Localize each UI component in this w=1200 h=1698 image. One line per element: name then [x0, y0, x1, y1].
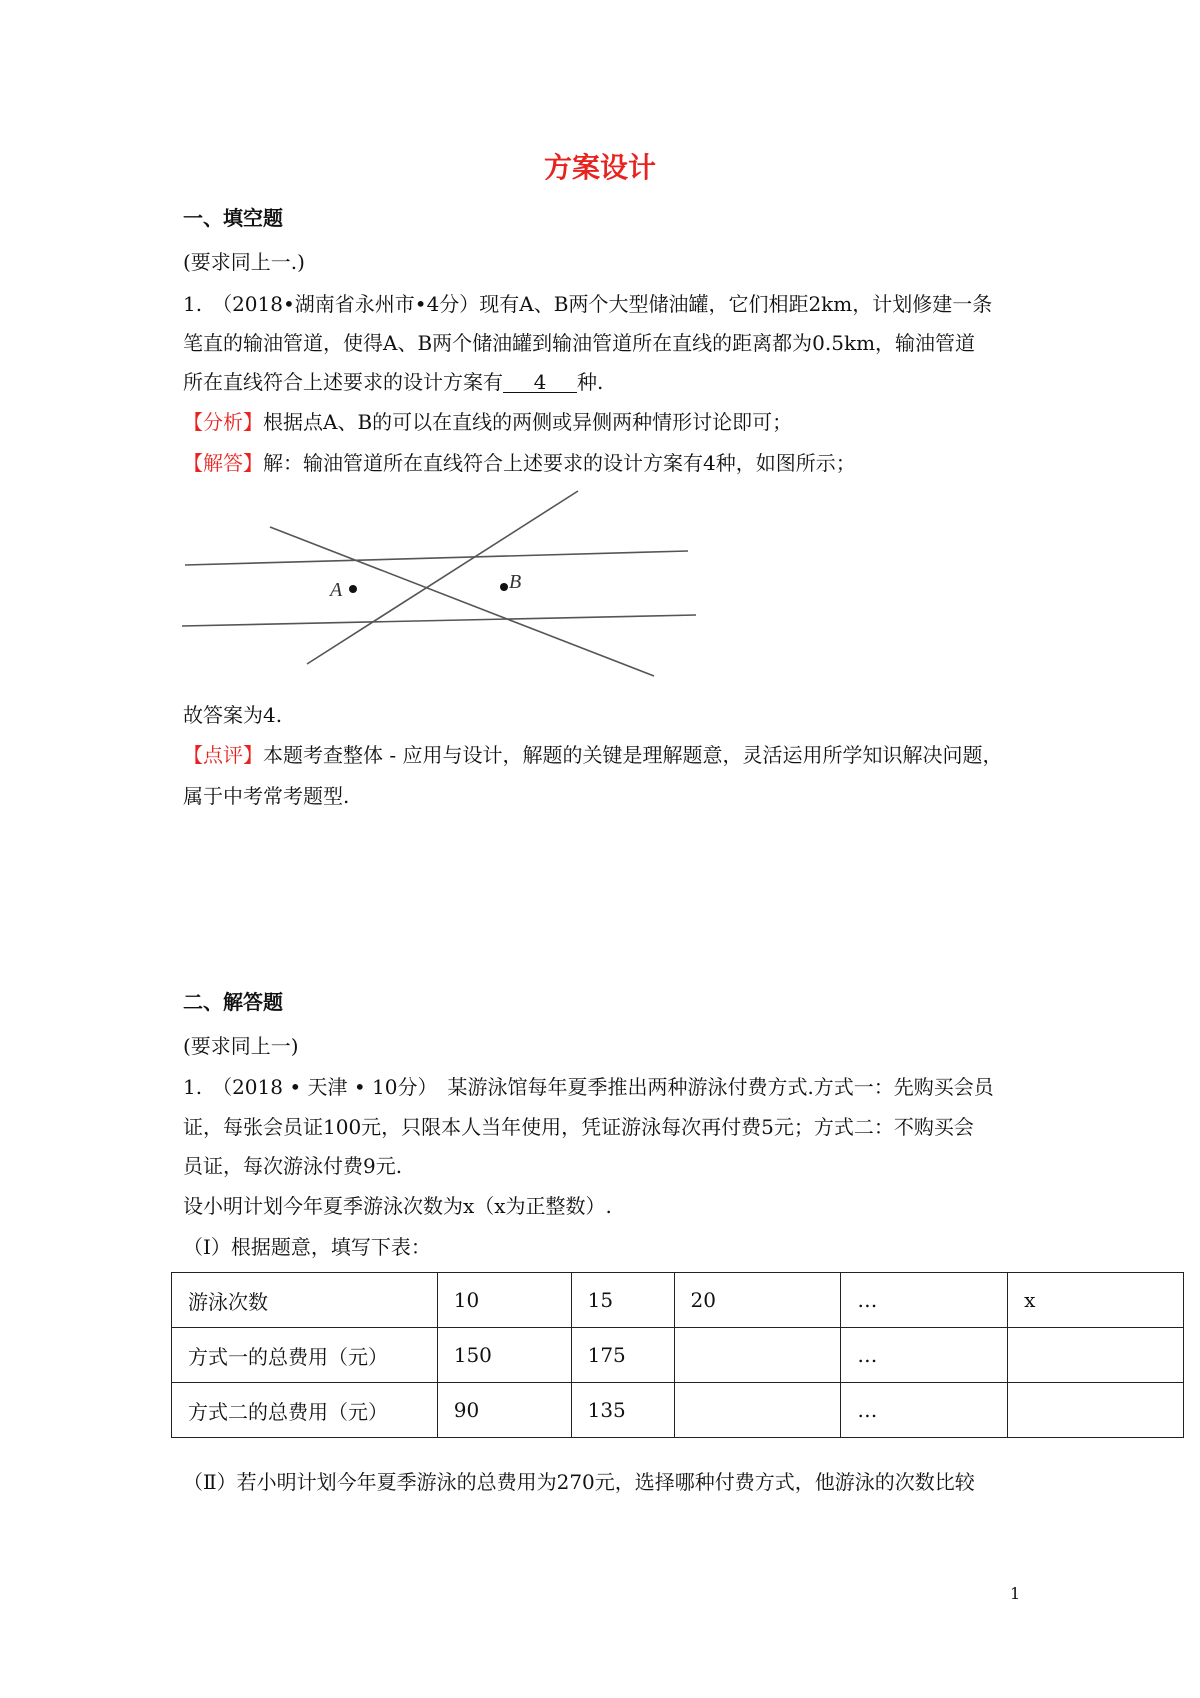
table-cell: … [841, 1383, 1008, 1438]
section1-note: (要求同上一.) [183, 250, 305, 274]
table-cell: 20 [674, 1273, 841, 1328]
problem1-line1: 1. （2018 • 天津 • 10分） 某游泳馆每年夏季推出两种游泳付费方式.方式一：先购买会员 [183, 1075, 994, 1099]
table-cell: 175 [571, 1328, 674, 1383]
comment-text-line2: 属于中考常考题型. [183, 784, 350, 808]
point-a-label: A [330, 579, 343, 601]
table-cell: 方式一的总费用（元） [172, 1328, 438, 1383]
upper-parallel-line [185, 551, 688, 565]
part2-prompt: （Ⅱ）若小明计划今年夏季游泳的总费用为270元，选择哪种付费方式，他游泳的次数比较 [183, 1470, 975, 1494]
page-title: 方案设计 [543, 151, 656, 184]
section1-heading: 一、填空题 [183, 206, 283, 230]
comment-text-line1: 本题考查整体 - 应用与设计，解题的关键是理解题意，灵活运用所学知识解决问题， [263, 743, 1003, 767]
table-cell-blank[interactable] [674, 1328, 841, 1383]
table-row [172, 1328, 1184, 1383]
question1-line2: 笔直的输油管道，使得A、B两个储油罐到输油管道所在直线的距离都为0.5km，输油管道 [183, 331, 976, 355]
table-cell: 10 [437, 1273, 571, 1328]
point-b-label: B [509, 571, 522, 593]
page-number: 1 [1010, 1584, 1021, 1603]
table-row [172, 1273, 1184, 1328]
table-cell-blank[interactable] [1008, 1383, 1184, 1438]
answer-blank: 4 [503, 372, 577, 393]
analysis-tag: 【分析】 [183, 410, 263, 434]
point-a [349, 585, 357, 593]
table-cell-blank[interactable] [1008, 1328, 1184, 1383]
descending-crossing-line [270, 527, 654, 676]
section2-note: (要求同上一) [183, 1034, 299, 1058]
problem1-line2: 证，每张会员证100元，只限本人当年使用，凭证游泳每次再付费5元；方式二：不购买会 [183, 1115, 974, 1139]
table-cell: 150 [437, 1328, 571, 1383]
pipeline-figure [0, 0, 1200, 700]
question1-line1: 1. （2018•湖南省永州市•4分）现有A、B两个大型储油罐，它们相距2km，计划修建一条 [183, 292, 993, 316]
problem1-line3: 员证，每次游泳付费9元. [183, 1154, 403, 1178]
solution-tag: 【解答】 [183, 451, 263, 475]
solution-text: 解：输油管道所在直线符合上述要求的设计方案有4种，如图所示； [263, 451, 856, 475]
table-cell: 15 [571, 1273, 674, 1328]
section2-heading: 二、解答题 [183, 990, 283, 1014]
comment-tag: 【点评】 [183, 743, 263, 767]
ascending-crossing-line [307, 491, 578, 664]
conclusion: 故答案为4. [183, 703, 283, 727]
table-cell: 方式二的总费用（元） [172, 1383, 438, 1438]
question1-text-after-blank: 种. [577, 370, 604, 394]
table-cell: 90 [437, 1383, 571, 1438]
lower-parallel-line [182, 615, 696, 626]
table-row [172, 1383, 1184, 1438]
table-cell: x [1008, 1273, 1184, 1328]
table-cell: 游泳次数 [172, 1273, 438, 1328]
table-cell: … [841, 1328, 1008, 1383]
table-cell: 135 [571, 1383, 674, 1438]
question1-text-before-blank: 所在直线符合上述要求的设计方案有 [183, 370, 503, 394]
table-cell-blank[interactable] [674, 1383, 841, 1438]
part1-prompt: （Ⅰ）根据题意，填写下表： [183, 1235, 431, 1259]
point-b [500, 583, 508, 591]
fee-table [171, 1272, 1184, 1438]
problem1-line4: 设小明计划今年夏季游泳次数为x（x为正整数）. [183, 1194, 612, 1218]
comment-paragraph [183, 739, 1002, 768]
table-cell: … [841, 1273, 1008, 1328]
analysis-text: 根据点A、B的可以在直线的两侧或异侧两种情形讨论即可； [263, 410, 793, 434]
